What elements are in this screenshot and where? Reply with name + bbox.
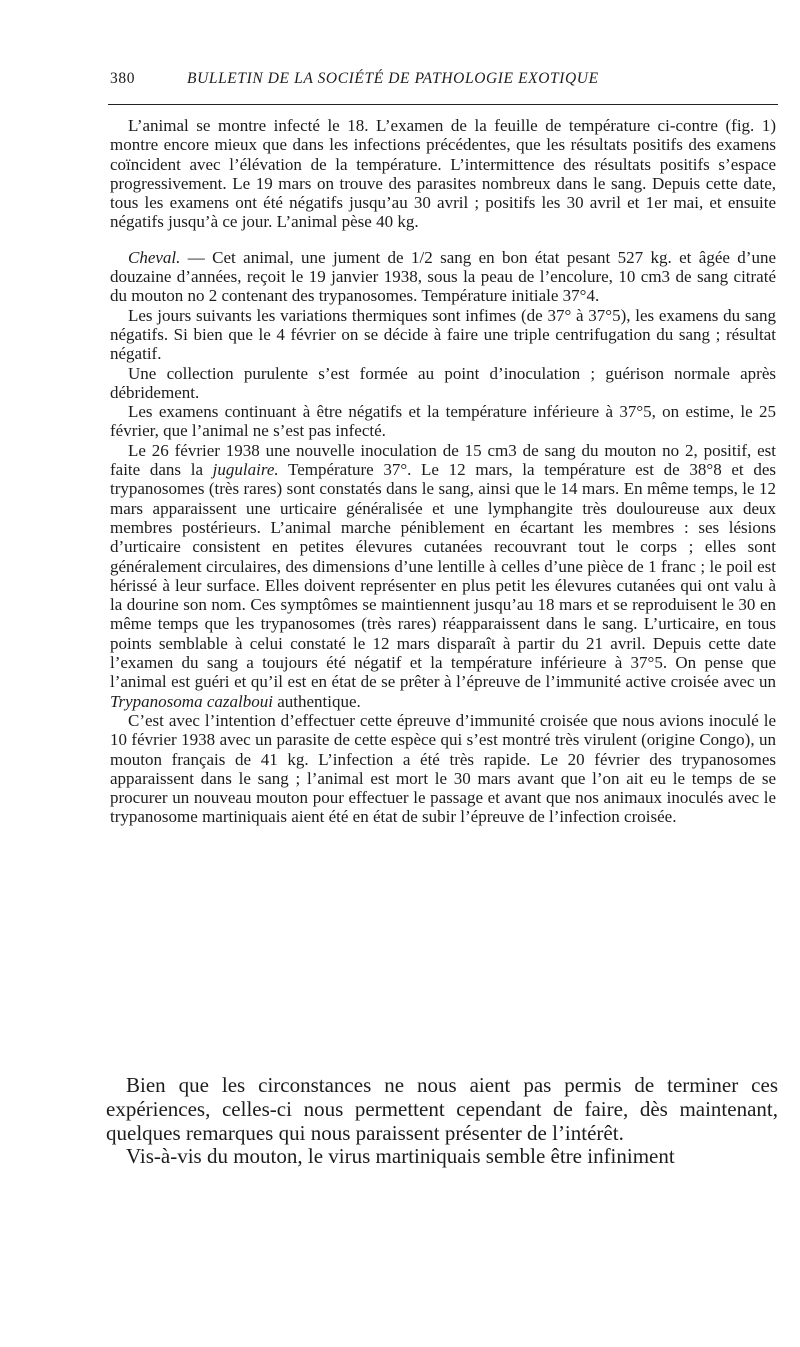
conclusion-paragraph: Vis-à-vis du mouton, le virus martiniquais semble être infiniment (126, 1144, 675, 1169)
main-text (110, 116, 776, 827)
paragraph-reinoculation (110, 441, 776, 711)
paragraph-text: Température 37°. Le 12 mars, la température est de 38°8 et des trypanosomes (très rares) sont constatés dans le sang, ainsi que le 14 mars. En même temps, le 12 mars apparaissent une urticaire généralisée et une lymphangite très douloureuse aux deux membres postérieurs. L’animal marche péniblement en écartant les membres : ses lésions d’urticaire consistent en petites élevures cutanées recouvrant tout le corps ; elles sont généralement circulaires, des dimensions d’une lentille à celles d’une pièce de 1 franc ; le poil est hérissé à leur surface. Elles doivent représenter en plus petit les élevures cutanées qui ont valu à la dourine son nom. Ces symptômes se maintiennent jusqu’au 18 mars et se reproduisent le 30 en même temps que les trypanosomes (très rares) réapparaissent dans le sang. L’urticaire, en tous points semblable à celui constaté le 12 mars disparaît à partir du 21 avril. Depuis cette date l’examen du sang a toujours été négatif et la température inférieure à 37°5. On pense que l’animal est guéri et qu’il est en état de se prêter à l’épreuve de l’immunité active croisée avec un (110, 460, 776, 692)
paragraph-cheval (110, 248, 776, 306)
paragraph: Les examens continuant à être négatifs et la température inférieure à 37°5, on estime, le 25 février, que l’animal ne s’est pas infecté. (110, 402, 776, 441)
paragraph: C’est avec l’intention d’effectuer cette épreuve d’immunité croisée que nous avions inoculé le 10 février 1938 avec un parasite de cette espèce qui s’est montré très virulent (origine Congo), un mouton français de 41 kg. L’infection a été très rapide. Le 20 février des trypanosomes apparaissent dans le sang ; l’animal est mort le 30 mars avant que l’on ait eu le temps de se procurer un nouveau mouton pour effectuer le passage et avant que nos animaux inoculés avec le trypanosome martiniquais aient été en état de subir l’épreuve de l’infection croisée. (110, 710, 776, 827)
section-heading-cheval: Cheval. (128, 247, 181, 267)
heading-dash: — (180, 247, 213, 267)
paragraph: Une collection purulente s’est formée au point d’inoculation ; guérison normale après débridement. (110, 363, 776, 402)
paragraph-text: authentique. (277, 691, 361, 711)
paragraph-text: Le 26 février 1938 une nouvelle inoculation de 15 cm3 de sang du mouton no 2, positif, est faite dans la (110, 440, 776, 480)
running-title: BULLETIN DE LA SOCIÉTÉ DE PATHOLOGIE EXOTIQUE (187, 70, 599, 87)
conclusion-paragraph: Bien que les circonstances ne nous aient pas permis de terminer ces expériences, celles-ci nous permettent cependant de faire, dès maintenant, quelques remarques qui nous paraissent présenter de l’intérêt. (106, 1073, 778, 1145)
paragraph-text: Cet animal, une jument de 1/2 sang en bon état pesant 527 kg. et âgée d’une douzaine d’années, reçoit le 19 janvier 1938, sous la peau de l’encolure, 10 cm3 de sang citraté du mouton no 2 contenant des trypanosomes. Température initiale 37°4. (110, 247, 777, 306)
italic-term: jugulaire. (212, 460, 279, 480)
header-rule (108, 104, 778, 105)
species-name: Trypanosoma cazalboui (110, 691, 273, 711)
paragraph: Les jours suivants les variations thermiques sont infimes (de 37° à 37°5), les examens du sang négatifs. Si bien que le 4 février on se décide à faire une triple centrifugation du sang ; résultat négatif. (110, 305, 776, 364)
page-number: 380 (110, 70, 136, 87)
conclusion-text (106, 1074, 778, 1169)
paragraph: L’animal se montre infecté le 18. L’examen de la feuille de température ci-contre (fig. 1) montre encore mieux que dans les infections précédentes, que les résultats positifs des examens coïncident avec l’élévation de la température. L’intermittence des résultats positifs s’espace progressivement. Le 19 mars on trouve des parasites nombreux dans le sang. Depuis cette date, tous les examens ont été négatifs jusqu’au 30 avril ; positifs les 30 avril et 1er mai, et ensuite négatifs jusqu’à ce jour. L’animal pèse 40 kg. (110, 116, 776, 232)
